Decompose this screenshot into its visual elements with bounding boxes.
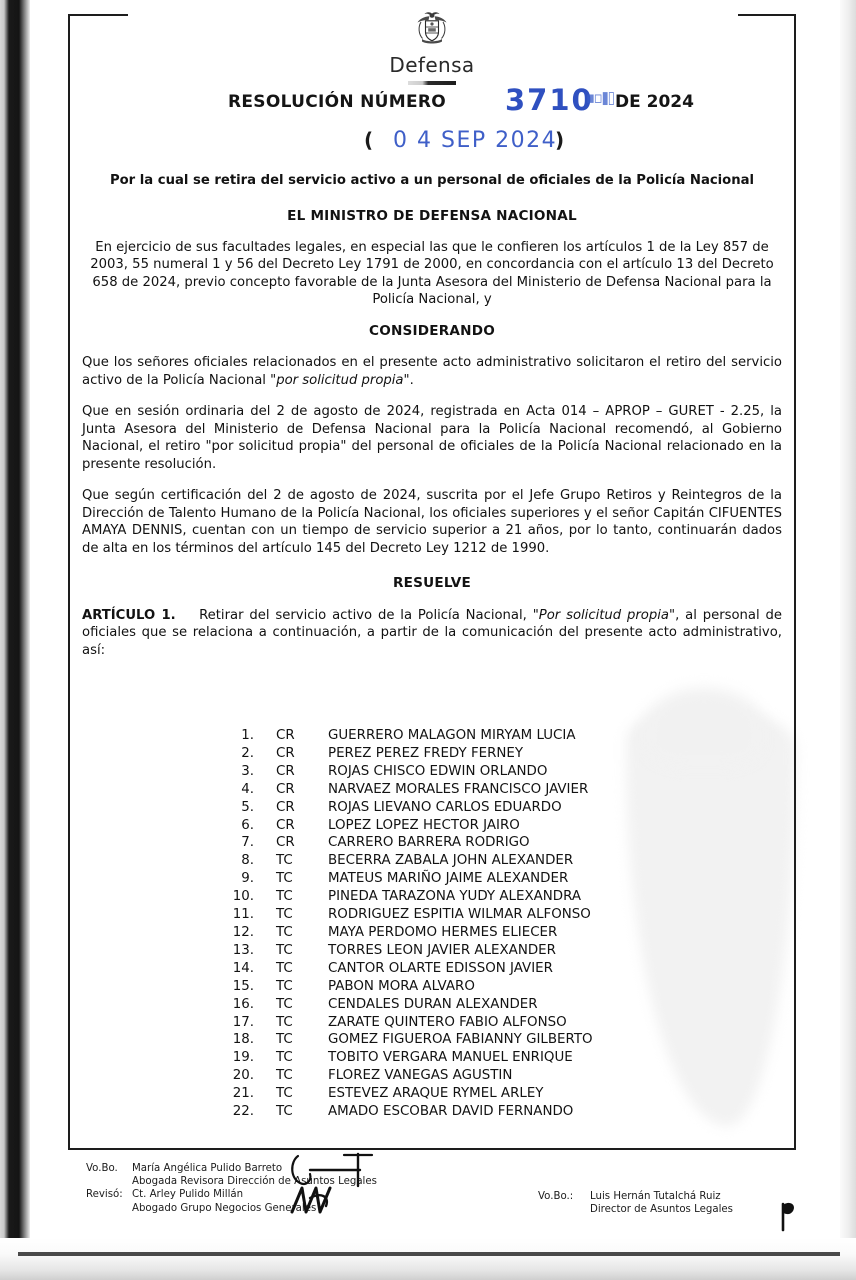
paren-close: ) bbox=[555, 128, 565, 152]
officer-name: AMADO ESCOBAR DAVID FERNANDO bbox=[328, 1104, 574, 1120]
resolution-number-line bbox=[68, 83, 796, 122]
article-1-text-before: Retirar del servicio activo de la Policía Nacional, " bbox=[199, 607, 539, 623]
officer-row bbox=[82, 745, 782, 763]
officer-rank: TC bbox=[276, 1050, 293, 1066]
officer-row bbox=[82, 888, 782, 906]
officer-row bbox=[82, 781, 782, 799]
reviso-row-left bbox=[86, 1188, 506, 1201]
officer-number: 4. bbox=[241, 781, 254, 797]
resolution-number-stamp: 3710 bbox=[505, 83, 594, 117]
considerando-paragraph-2: Que en sesión ordinaria del 2 de agosto de 2024, registrada en Acta 014 – APROP – GURET - 2.25, la Junta Asesora del Ministerio de Defensa Nacional para la Policía Nacional recomendó, al Gobierno Nacional, el retiro "por solicitud propia" del personal de oficiales de la Policía Nacional relacionado en la presente resolución. bbox=[82, 404, 782, 472]
reviso-tag-left: Revisó: bbox=[86, 1189, 123, 1201]
officer-rank: TC bbox=[276, 924, 293, 940]
officer-number: 8. bbox=[241, 853, 254, 869]
officer-row bbox=[82, 996, 782, 1014]
officer-name: FLOREZ VANEGAS AGUSTIN bbox=[328, 1068, 513, 1084]
officer-rank: CR bbox=[276, 835, 295, 851]
vobo-title-left: Abogada Revisora Dirección de Asuntos Legales bbox=[132, 1176, 377, 1188]
officer-number: 15. bbox=[232, 978, 254, 994]
officer-name: MATEUS MARIÑO JAIME ALEXANDER bbox=[328, 871, 569, 887]
officer-name: GOMEZ FIGUEROA FABIANNY GILBERTO bbox=[328, 1032, 593, 1048]
photo-bottom-edge-shadow bbox=[0, 1238, 856, 1280]
officer-row bbox=[82, 942, 782, 960]
considerando-paragraph-3: Que según certificación del 2 de agosto de 2024, suscrita por el Jefe Grupo Retiros y Reintegros de la Dirección de Talento Humano de la Policía Nacional, los oficiales superiores y el señor Capitán CIFUENTES AMAYA DENNIS, cuentan con un tiempo de servicio superior a 21 años, por lo tanto, continuarán dados de alta en los términos del artículo 145 del Decreto Ley 1212 de 1990. bbox=[82, 488, 782, 556]
resolution-label: RESOLUCIÓN NÚMERO bbox=[228, 92, 447, 112]
resolution-date-line bbox=[68, 128, 796, 158]
officer-number: 21. bbox=[232, 1086, 254, 1102]
officer-number: 2. bbox=[241, 745, 254, 761]
officer-name: ROJAS CHISCO EDWIN ORLANDO bbox=[328, 763, 548, 779]
considerando-heading: CONSIDERANDO bbox=[369, 322, 495, 339]
officer-name: LOPEZ LOPEZ HECTOR JAIRO bbox=[328, 817, 520, 833]
officer-rank: TC bbox=[276, 1086, 293, 1102]
authority-heading: EL MINISTRO DE DEFENSA NACIONAL bbox=[287, 207, 577, 224]
officer-rank: CR bbox=[276, 799, 295, 815]
officer-rank: CR bbox=[276, 763, 295, 779]
officer-number: 5. bbox=[241, 799, 254, 815]
officer-name: CENDALES DURAN ALEXANDER bbox=[328, 996, 538, 1012]
subject-line: Por la cual se retira del servicio activo a un personal de oficiales de la Policía Nacional bbox=[109, 173, 755, 188]
officer-number: 7. bbox=[241, 835, 254, 851]
resolution-year: DE 2024 bbox=[615, 92, 694, 112]
date-stamp: 0 4 SEP 2024 bbox=[393, 128, 558, 153]
officer-rank: TC bbox=[276, 1104, 293, 1120]
officer-rank: TC bbox=[276, 1068, 293, 1084]
officer-number: 13. bbox=[232, 942, 254, 958]
officer-name: GUERRERO MALAGON MIRYAM LUCIA bbox=[328, 728, 576, 743]
officer-row bbox=[82, 1014, 782, 1032]
officer-rank: TC bbox=[276, 871, 293, 887]
officer-number: 14. bbox=[232, 960, 254, 976]
officer-name: PABON MORA ALVARO bbox=[328, 978, 475, 994]
officer-rank: TC bbox=[276, 907, 293, 923]
officer-rank: TC bbox=[276, 1032, 293, 1048]
officer-number: 6. bbox=[241, 817, 254, 833]
preamble-paragraph: En ejercicio de sus facultades legales, en especial las que le confieren los artículos 1 de la Ley 857 de 2003, 55 numeral 1 y 56 del Decreto Ley 1791 de 2000, en concordancia con el artículo 13 del Decreto 658 de 2024, previo concepto favorable de la Junta Asesora del Ministerio de Defensa Nacional para la Policía Nacional, y bbox=[90, 240, 774, 308]
resuelve-heading: RESUELVE bbox=[392, 575, 472, 592]
officer-rank: CR bbox=[276, 728, 295, 743]
officer-row bbox=[82, 1049, 782, 1067]
officer-rank: TC bbox=[276, 853, 293, 869]
officer-number: 11. bbox=[232, 907, 254, 923]
officer-row bbox=[82, 1031, 782, 1049]
officer-row bbox=[82, 1103, 782, 1121]
officer-rank: TC bbox=[276, 996, 293, 1012]
colombia-coat-of-arms-icon bbox=[412, 8, 452, 52]
officer-number: 1. bbox=[241, 728, 254, 743]
officer-row bbox=[82, 978, 782, 996]
officer-row bbox=[82, 852, 782, 870]
officer-name: TOBITO VERGARA MANUEL ENRIQUE bbox=[328, 1050, 573, 1066]
paren-open: ( bbox=[364, 128, 374, 152]
article-1-paragraph bbox=[82, 607, 782, 660]
officer-rank: TC bbox=[276, 1014, 293, 1030]
officer-rank: TC bbox=[276, 889, 293, 905]
officer-number: 20. bbox=[232, 1068, 254, 1084]
document-header bbox=[68, 8, 796, 85]
officer-rank: TC bbox=[276, 978, 293, 994]
officer-row bbox=[82, 1085, 782, 1103]
officer-name: MAYA PERDOMO HERMES ELIECER bbox=[328, 924, 558, 940]
officer-number: 12. bbox=[232, 924, 254, 940]
photo-left-edge-shadow bbox=[0, 0, 30, 1280]
officer-name: RODRIGUEZ ESPITIA WILMAR ALFONSO bbox=[328, 907, 591, 923]
considerando-paragraph-1: Que los señores oficiales relacionados en el presente acto administrativo solicitaron el retiro del servicio activo de la Policía Nacional "por solicitud propia". bbox=[82, 355, 782, 388]
officer-name: PINEDA TARAZONA YUDY ALEXANDRA bbox=[328, 889, 582, 905]
officer-row bbox=[82, 727, 782, 745]
signature-block bbox=[30, 1158, 840, 1248]
officer-rank: TC bbox=[276, 960, 293, 976]
officer-row bbox=[82, 870, 782, 888]
defensa-logo-bar bbox=[408, 81, 456, 85]
reviso-title-left: Abogado Grupo Negocios Generales bbox=[132, 1202, 317, 1214]
officer-name: ESTEVEZ ARAQUE RYMEL ARLEY bbox=[328, 1086, 544, 1102]
article-1-text-after: ", al personal de oficiales que se relaciona a continuación, a partir de la comunicación del presente acto administrativo, así: bbox=[82, 607, 782, 658]
stamp-scribble-mark: ▪▫▮▯ bbox=[586, 88, 614, 109]
officer-rank: TC bbox=[276, 942, 293, 958]
officer-rank: CR bbox=[276, 745, 295, 761]
vobo-tag-left: Vo.Bo. bbox=[86, 1163, 118, 1174]
vobo-tag-right: Vo.Bo.: bbox=[538, 1191, 574, 1202]
signature-right bbox=[538, 1190, 828, 1216]
vobo-title-right: Director de Asuntos Legales bbox=[590, 1204, 733, 1216]
officer-list bbox=[82, 727, 782, 1121]
officer-row bbox=[82, 799, 782, 817]
officer-rank: CR bbox=[276, 781, 295, 797]
officer-name: ZARATE QUINTERO FABIO ALFONSO bbox=[328, 1014, 567, 1030]
officer-row bbox=[82, 924, 782, 942]
vobo-row-left bbox=[86, 1162, 506, 1175]
signature-left bbox=[86, 1162, 506, 1215]
officer-row bbox=[82, 1067, 782, 1085]
officer-number: 17. bbox=[232, 1014, 254, 1030]
document-body bbox=[82, 172, 782, 659]
reviso-name-left: Ct. Arley Pulido Millán bbox=[132, 1189, 244, 1201]
photo-bottom-edge-line bbox=[18, 1252, 840, 1256]
vobo-name-left: María Angélica Pulido Barreto bbox=[132, 1163, 283, 1174]
officer-name: CANTOR OLARTE EDISSON JAVIER bbox=[328, 960, 553, 976]
officer-name: TORRES LEON JAVIER ALEXANDER bbox=[328, 942, 556, 958]
considerando-italic-phrase: por solicitud propia bbox=[276, 372, 404, 388]
document-sheet bbox=[30, 0, 840, 1244]
officer-name: BECERRA ZABALA JOHN ALEXANDER bbox=[328, 853, 574, 869]
officer-row bbox=[82, 906, 782, 924]
vobo-name-right: Luis Hernán Tutalchá Ruiz bbox=[590, 1191, 721, 1202]
officer-name: PEREZ PEREZ FREDY FERNEY bbox=[328, 745, 524, 761]
officer-name: NARVAEZ MORALES FRANCISCO JAVIER bbox=[328, 781, 589, 797]
defensa-logo-text: Defensa bbox=[389, 53, 475, 77]
officer-number: 19. bbox=[232, 1050, 254, 1066]
officer-number: 10. bbox=[232, 889, 254, 905]
officer-number: 9. bbox=[241, 871, 254, 887]
officer-number: 22. bbox=[232, 1104, 254, 1120]
article-1-label: ARTÍCULO 1. bbox=[82, 607, 176, 623]
officer-row bbox=[82, 834, 782, 852]
photo-right-edge-shadow bbox=[840, 0, 856, 1280]
article-1-text-italic: Por solicitud propia bbox=[538, 607, 669, 623]
officer-rank: CR bbox=[276, 817, 295, 833]
officer-row bbox=[82, 763, 782, 781]
officer-number: 3. bbox=[241, 763, 254, 779]
officer-name: CARRERO BARRERA RODRIGO bbox=[328, 835, 530, 851]
officer-number: 16. bbox=[232, 996, 254, 1012]
vobo-row-right bbox=[538, 1190, 828, 1203]
officer-number: 18. bbox=[232, 1032, 254, 1048]
officer-row bbox=[82, 960, 782, 978]
officer-row bbox=[82, 817, 782, 835]
officer-name: ROJAS LIEVANO CARLOS EDUARDO bbox=[328, 799, 562, 815]
